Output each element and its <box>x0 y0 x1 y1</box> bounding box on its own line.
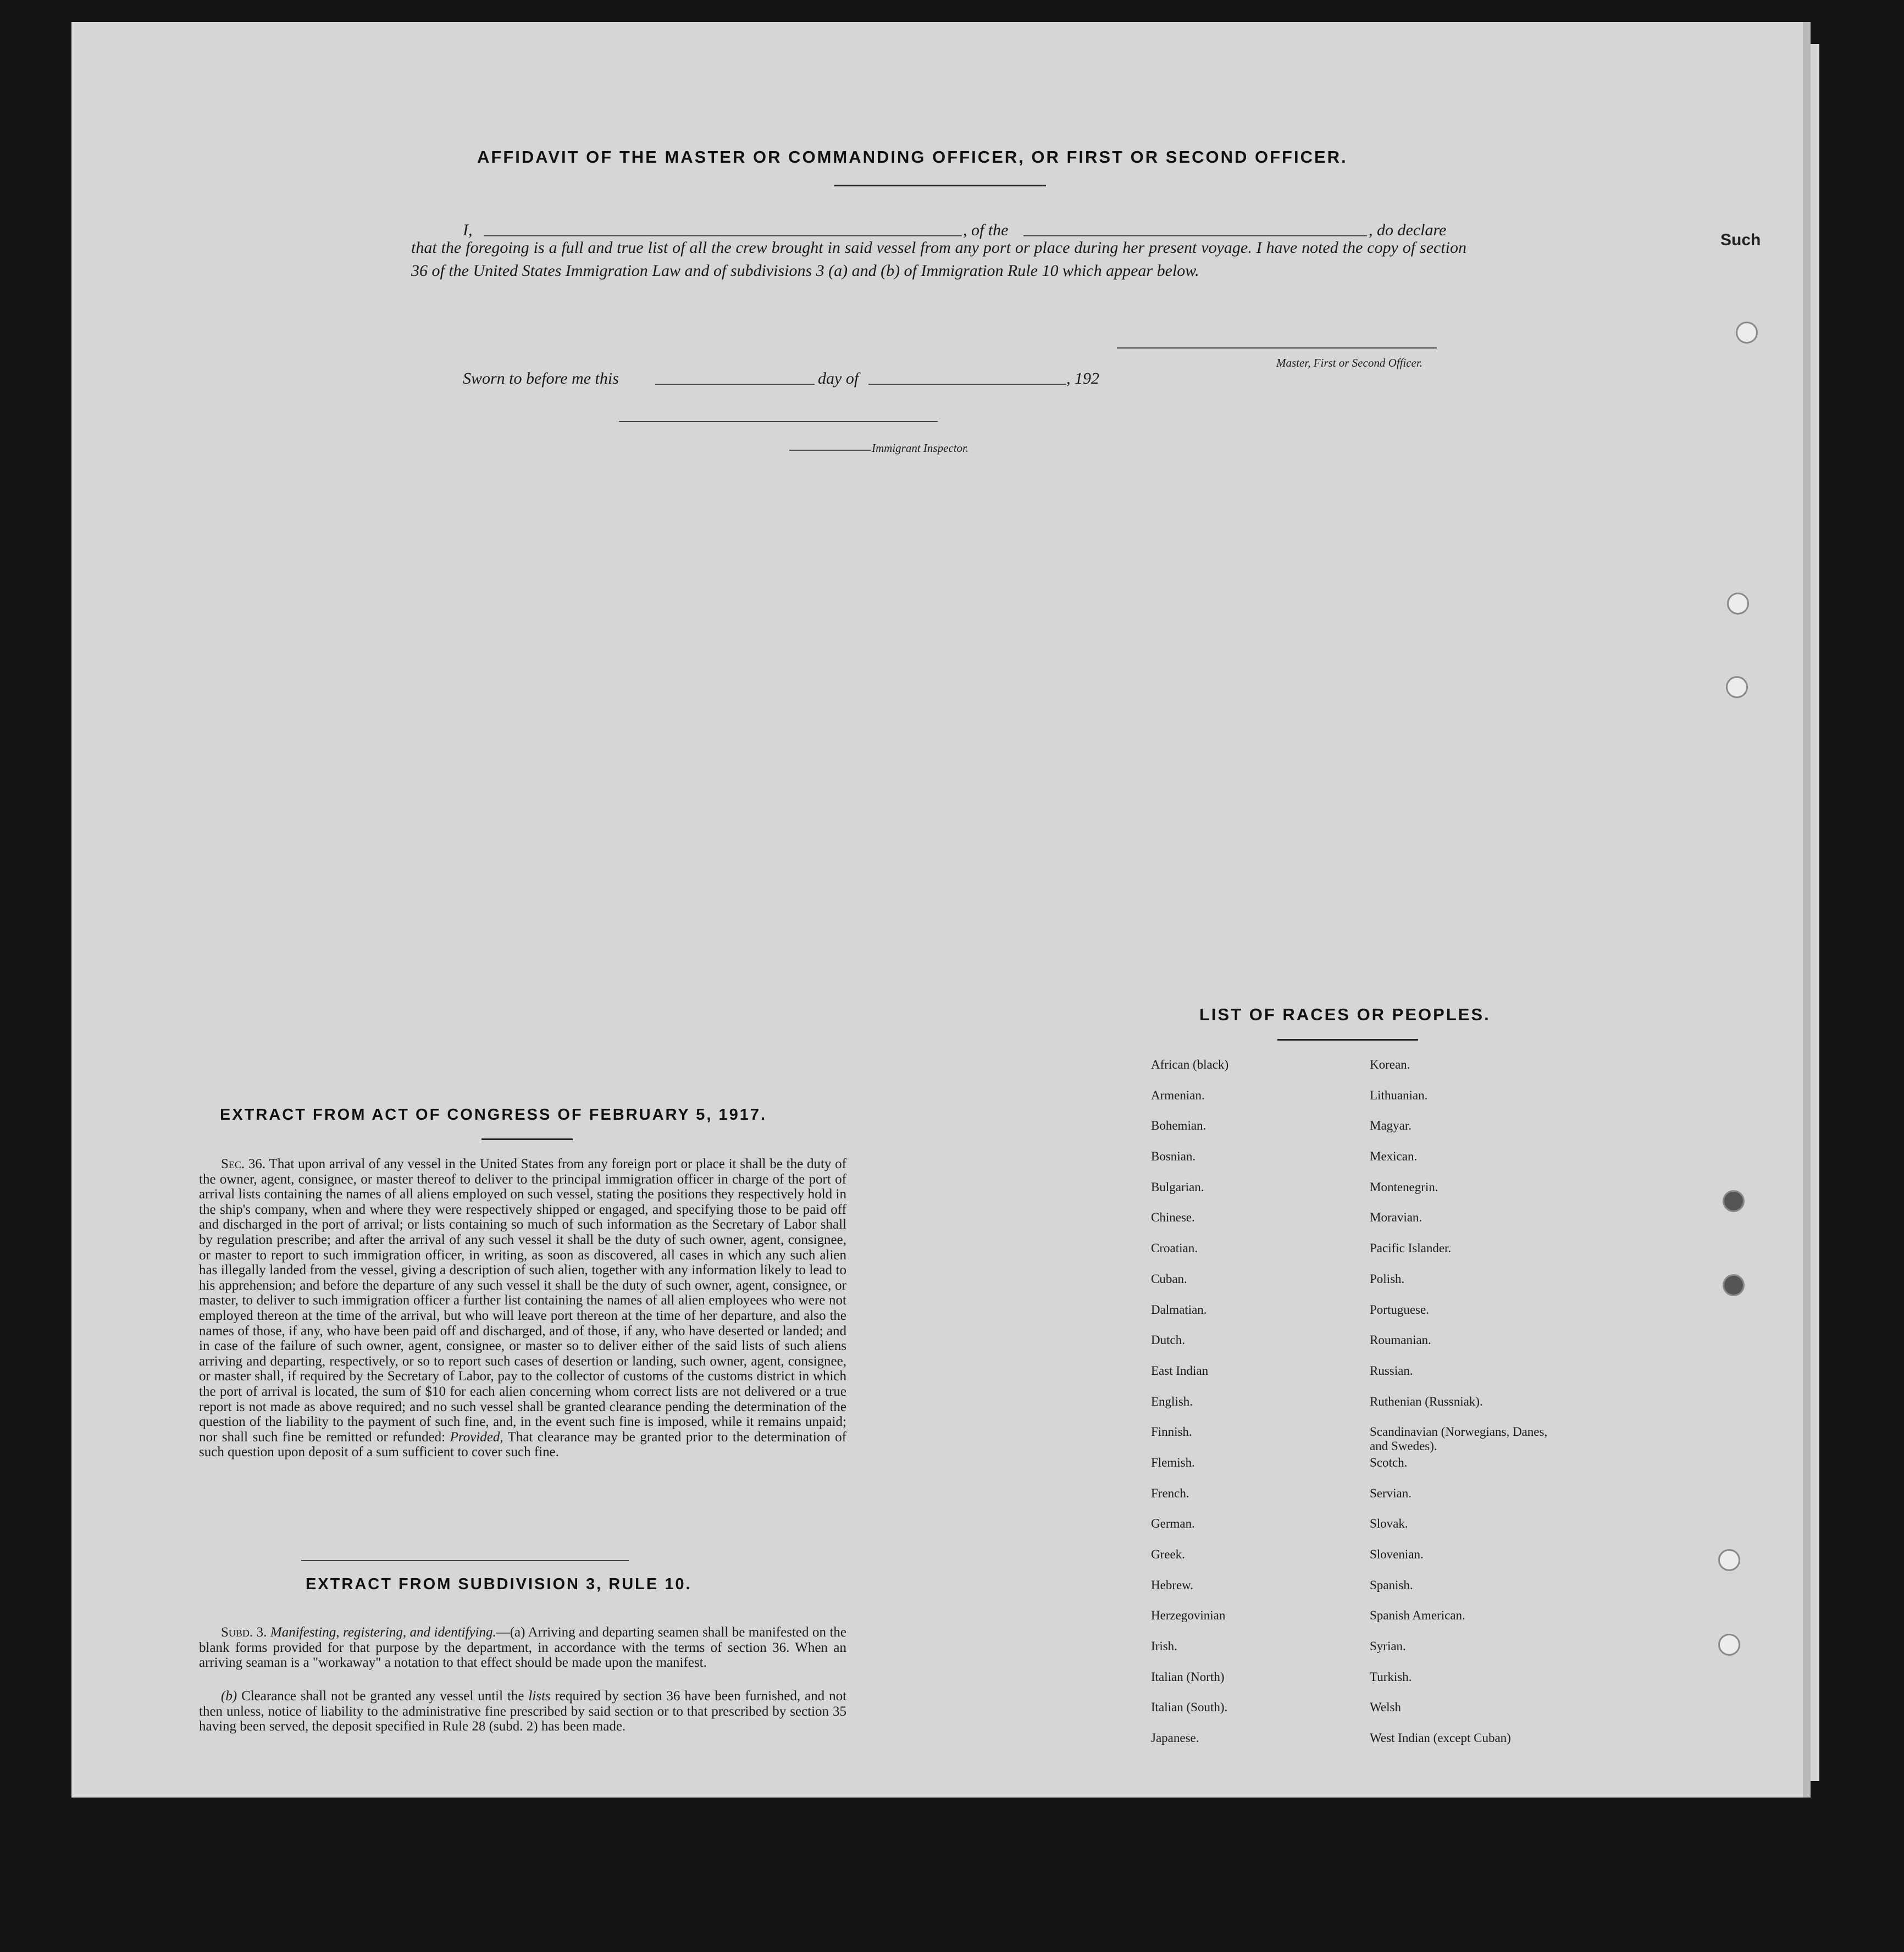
race-item: Herzegovinian <box>1151 1608 1226 1623</box>
inspector-caption: Immigrant Inspector. <box>872 441 969 455</box>
extract-divider <box>301 1560 629 1561</box>
extract-act-text <box>199 1157 846 1460</box>
binder-hole <box>1727 593 1749 615</box>
inspector-signature-line-2 <box>789 450 871 451</box>
race-item: Dalmatian. <box>1151 1302 1207 1317</box>
race-item: Bosnian. <box>1151 1149 1196 1164</box>
race-item: Scotch. <box>1370 1455 1408 1469</box>
race-item: African (black) <box>1151 1058 1229 1071</box>
race-item: Mexican. <box>1370 1149 1418 1164</box>
race-item: Servian. <box>1370 1486 1412 1500</box>
sworn-month-blank <box>868 384 1066 385</box>
subd-label: Subd. 3. <box>221 1625 267 1640</box>
para-b-text-1: Clearance shall not be granted any vessel until the <box>241 1689 524 1704</box>
sworn-day-blank <box>655 384 815 385</box>
binder-hole <box>1723 1274 1745 1296</box>
affidavit-body-text: that the foregoing is a full and true list of all the crew brought in said vessel from any port or place during her present voyage. I have noted the copy of section 36 of the United States Immigration Law and of subdivisions 3 (a) and (b) of Immigration Rule 10 which appear below. <box>411 239 1466 280</box>
affidavit-do-declare-label: , do declare <box>1369 221 1447 239</box>
race-item: Bohemian. <box>1151 1119 1206 1133</box>
affidavit-of-the-label: , of the <box>963 221 1009 239</box>
binder-hole <box>1736 322 1758 344</box>
para-a-text: Arriving and departing seamen shall be manifested on the blank forms provided for that purpose by the department, in accordance with the terms of section 36. When an arriving seaman is a "workaway" a notation to that effect should be made upon the manifest. <box>199 1625 846 1671</box>
master-signature-line <box>1117 347 1437 349</box>
extract-act-title: EXTRACT FROM ACT OF CONGRESS OF FEBRUARY 5, 1917. <box>220 1106 767 1124</box>
affidavit-title-rule <box>834 185 1046 186</box>
race-item: Greek. <box>1151 1547 1185 1561</box>
race-item: Syrian. <box>1370 1639 1406 1654</box>
races-right-column <box>1370 1058 1634 1762</box>
subd-heading: Manifesting, registering, and identifying. <box>270 1625 496 1640</box>
races-title-rule <box>1277 1039 1418 1041</box>
binder-hole <box>1718 1549 1740 1571</box>
race-item: Japanese. <box>1151 1731 1199 1745</box>
margin-stub-text: Such <box>1720 231 1761 249</box>
race-item: Ruthenian (Russniak). <box>1370 1394 1483 1408</box>
race-item: Montenegrin. <box>1370 1180 1438 1194</box>
section-36-text: That upon arrival of any vessel in the United States from any foreign port or place it shall be the duty of the owner, agent, consignee, or master thereof to deliver to the principal immigration officer in charge of the port of arrival lists containing the names of all aliens employed on such vessel, stating the positions they respectively hold in the ship's company, when and where they were respectively shipped or engaged, and specifying those to be paid off and discharged in the port of arrival; or lists containing so much of such information as the Secretary of Labor shall by regulation prescribe; and after the arrival of any such vessel it shall be the duty of such owner, agent, consignee, or master to report to such immigration officer, in writing, as soon as discovered, all cases in which any such alien has illegally landed from the vessel, giving a description of such alien, together with any information likely to lead to his apprehension; and before the departure of any such vessel it shall be the duty of such owner, agent, consignee, or master, to deliver to such immigration officer a further list containing the names of all alien employees who were not employed thereon at the time of the arrival, but who will leave port thereon at the time of her departure, and also the names of those, if any, who have been paid off and discharged, and of those, if any, who have deserted or landed; and in case of the failure of such owner, agent, consignee, or master so to deliver either of the said lists of such aliens arriving and departing, respectively, or so to report such cases of desertion or landing, such owner, agent, consignee, or master shall, if required by the Secretary of Labor, pay to the collector of customs of the customs district in which the port of arrival is located, the sum of $10 for each alien concerning whom correct lists are not delivered or a true report is not made as above required; and no such vessel shall be granted clearance pending the determination of the question of the liability to the payment of such fine, and, in the event such fine is imposed, while it remains unpaid; nor shall such fine be remitted or refunded: <box>199 1157 846 1445</box>
race-item: Spanish American. <box>1370 1608 1465 1623</box>
race-item: Slovenian. <box>1370 1547 1424 1561</box>
race-item: Welsh <box>1370 1700 1401 1715</box>
binder-hole <box>1726 676 1748 698</box>
race-item: Flemish. <box>1151 1455 1195 1469</box>
race-item: Portuguese. <box>1370 1302 1429 1317</box>
race-item: Italian (North) <box>1151 1669 1225 1684</box>
race-item: Magyar. <box>1370 1119 1412 1133</box>
race-item: English. <box>1151 1394 1193 1408</box>
race-item: Scandinavian (Norwegians, Danes, and Swedes). <box>1370 1425 1548 1453</box>
extract-rule-para-b <box>199 1689 846 1734</box>
race-item: Italian (South). <box>1151 1700 1228 1715</box>
race-item: Korean. <box>1370 1058 1410 1071</box>
race-item: Polish. <box>1370 1271 1405 1286</box>
race-item: Lithuanian. <box>1370 1088 1428 1102</box>
extract-act-title-rule <box>481 1138 573 1140</box>
para-b-lists: lists <box>528 1689 551 1704</box>
race-item: East Indian <box>1151 1363 1209 1378</box>
race-item: Bulgarian. <box>1151 1180 1204 1194</box>
para-b-text-2: required by section 36 have been furnished, and not then unless, notice of liability to the administrative fine prescribed by said section or to that prescribed by section 35 having been served, the deposit specified in Rule 28 (subd. 2) has been made. <box>199 1689 847 1734</box>
race-item: Croatian. <box>1151 1241 1198 1256</box>
provided-label: Provided, <box>450 1429 503 1445</box>
sworn-year-label: , 192 <box>1066 369 1099 388</box>
extract-rule-title: EXTRACT FROM SUBDIVISION 3, RULE 10. <box>306 1575 692 1593</box>
section-label: Sec. 36. <box>221 1157 266 1171</box>
race-item: Finnish. <box>1151 1425 1192 1439</box>
race-item: Irish. <box>1151 1639 1177 1654</box>
sworn-label: Sworn to before me this <box>463 369 619 388</box>
race-item: Chinese. <box>1151 1210 1195 1225</box>
race-item: Dutch. <box>1151 1333 1185 1347</box>
race-item: West Indian (except Cuban) <box>1370 1731 1511 1745</box>
race-item: Hebrew. <box>1151 1578 1194 1592</box>
provided-text: That clearance may be granted prior to the determination of such question upon deposit of a sum sufficient to cover such fine. <box>199 1429 847 1460</box>
race-item: Slovak. <box>1370 1517 1408 1531</box>
para-a-prefix: —(a) <box>496 1625 525 1640</box>
races-title: LIST OF RACES OR PEOPLES. <box>1199 1005 1491 1024</box>
day-of-label: day of <box>818 369 859 388</box>
race-item: Turkish. <box>1370 1669 1412 1684</box>
race-item: Russian. <box>1370 1363 1413 1378</box>
race-item: German. <box>1151 1517 1195 1531</box>
binder-hole <box>1718 1634 1740 1656</box>
race-item: Cuban. <box>1151 1271 1187 1286</box>
extract-rule-para-a <box>199 1625 846 1671</box>
inspector-signature-line <box>619 421 938 422</box>
race-item: Spanish. <box>1370 1578 1413 1592</box>
binder-hole <box>1723 1190 1745 1212</box>
race-item: French. <box>1151 1486 1189 1500</box>
affidavit-title: AFFIDAVIT OF THE MASTER OR COMMANDING OFFICER, OR FIRST OR SECOND OFFICER. <box>477 147 1348 167</box>
race-item: Armenian. <box>1151 1088 1205 1102</box>
race-item: Pacific Islander. <box>1370 1241 1452 1256</box>
para-b-prefix: (b) <box>221 1689 237 1704</box>
master-caption: Master, First or Second Officer. <box>1276 356 1423 369</box>
affidavit-i-label: I, <box>463 221 473 239</box>
race-item: Roumanian. <box>1370 1333 1431 1347</box>
race-item: Moravian. <box>1370 1210 1423 1225</box>
